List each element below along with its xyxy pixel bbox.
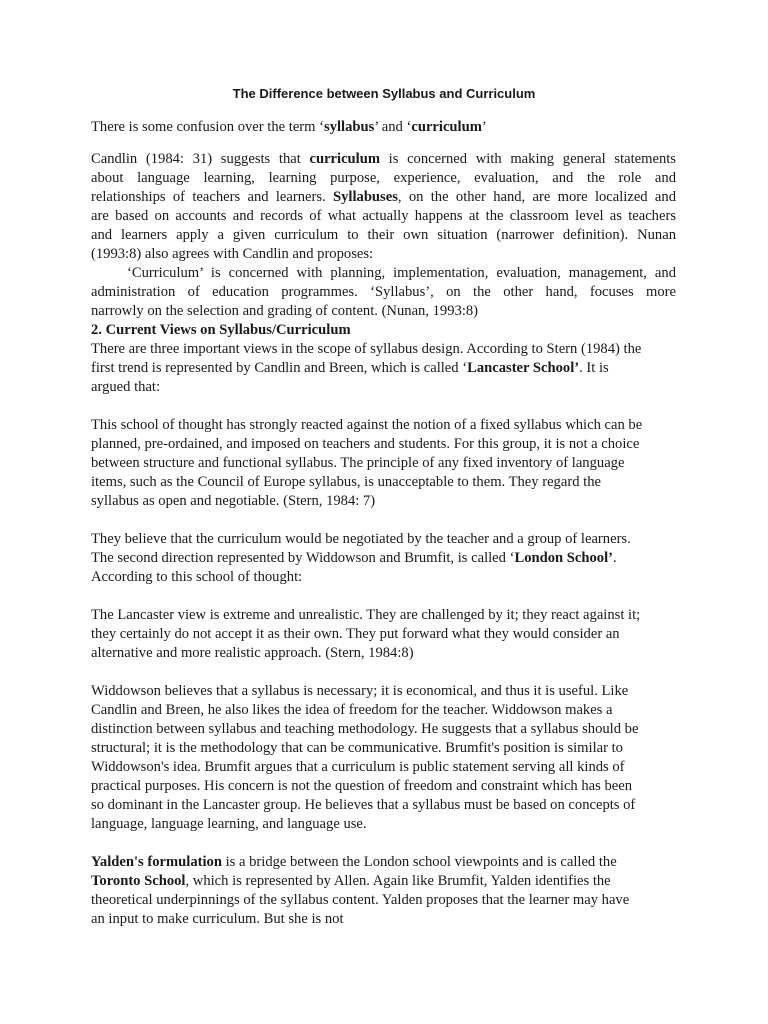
text-line: they certainly do not accept it as their own. They put forward what they would consider an — [91, 626, 620, 642]
toronto-school-term: Toronto School — [91, 873, 186, 889]
lancaster-school-term: Lancaster School’ — [467, 360, 580, 376]
text-line: (1993:8) also agrees with Candlin and proposes: — [91, 246, 374, 262]
text-line: Yalden's formulation is a bridge between the London school viewpoints and is called the — [91, 854, 617, 870]
text-line: syllabus as open and negotiable. (Stern, 1984: 7) — [91, 493, 376, 509]
text-line: distinction between syllabus and teaching methodology. He suggests that a syllabus should be — [91, 721, 639, 737]
text-line: items, such as the Council of Europe syllabus, is unacceptable to them. They regard the — [91, 474, 601, 490]
text-line: an input to make curriculum. But she is not — [91, 911, 344, 927]
text-line: There are three important views in the scope of syllabus design. According to Stern (1984) the — [91, 341, 642, 357]
text-line: They believe that the curriculum would be negotiated by the teacher and a group of learners. — [91, 531, 631, 547]
text-line: This school of thought has strongly reacted against the notion of a fixed syllabus which can be — [91, 417, 643, 433]
london-school-term: London School’ — [514, 550, 614, 566]
text-line: about language learning, learning purpose, experience, evaluation, and the role and — [91, 170, 676, 186]
text-line: and learners apply a given curriculum to their own situation (narrower definition). Nunan — [91, 227, 676, 243]
quote-line: administration of education programmes. ‘Syllabus’, on the other hand, focuses more — [91, 284, 676, 300]
candlin-paragraph — [91, 150, 676, 397]
term-syllabus: syllabus — [324, 119, 375, 135]
text-line: so dominant in the Lancaster group. He believes that a syllabus must be based on concepts of — [91, 797, 636, 813]
stern-quote-paragraph — [91, 416, 676, 511]
intro-paragraph — [91, 118, 676, 137]
text-line: The Lancaster view is extreme and unrealistic. They are challenged by it; they react against it; — [91, 607, 641, 623]
text-line: structural; it is the methodology that can be communicative. Brumfit's position is similar to — [91, 740, 623, 756]
text-line: According to this school of thought: — [91, 569, 303, 585]
lancaster-view-paragraph — [91, 606, 676, 663]
term-curriculum: curriculum — [411, 119, 482, 135]
text-line: alternative and more realistic approach. (Stern, 1984:8) — [91, 645, 414, 661]
text-line: relationships of teachers and learners. Syllabuses, on the other hand, are more localized and — [91, 189, 676, 205]
text-line: first trend is represented by Candlin and Breen, which is called ‘Lancaster School’. It is — [91, 360, 609, 376]
text-line: between structure and functional syllabus. The principle of any fixed inventory of language — [91, 455, 625, 471]
london-paragraph — [91, 530, 676, 587]
text-line: Candlin and Breen, he also likes the idea of freedom for the teacher. Widdowson makes a — [91, 702, 613, 718]
text-line: Toronto School, which is represented by Allen. Again like Brumfit, Yalden identifies the — [91, 873, 611, 889]
widdowson-paragraph — [91, 682, 676, 834]
text-line: Widdowson's idea. Brumfit argues that a curriculum is public statement serving all kinds of — [91, 759, 625, 775]
text-line: argued that: — [91, 379, 161, 395]
yalden-paragraph — [91, 853, 676, 929]
section-heading: 2. Current Views on Syllabus/Curriculum — [91, 322, 351, 338]
quote-line: ‘Curriculum’ is concerned with planning, implementation, evaluation, management, and — [127, 265, 676, 281]
text-line: planned, pre-ordained, and imposed on teachers and students. For this group, it is not a choice — [91, 436, 640, 452]
text-line: are based on accounts and records of what actually happens at the classroom level as teachers — [91, 208, 676, 224]
intro-line: There is some confusion over the term ‘syllabus’ and ‘curriculum’ — [91, 119, 487, 135]
text-line: language, language learning, and language use. — [91, 816, 367, 832]
text-line: Candlin (1984: 31) suggests that curriculum is concerned with making general statements — [91, 151, 676, 167]
text-line: The second direction represented by Widdowson and Brumfit, is called ‘London School’. — [91, 550, 617, 566]
yalden-formulation-term: Yalden's formulation — [91, 854, 222, 870]
text-line: theoretical underpinnings of the syllabus content. Yalden proposes that the learner may have — [91, 892, 630, 908]
text-line: Widdowson believes that a syllabus is necessary; it is economical, and thus it is useful. Like — [91, 683, 629, 699]
quote-line: narrowly on the selection and grading of content. (Nunan, 1993:8) — [91, 303, 479, 319]
text-line: practical purposes. His concern is not the question of freedom and constraint which has been — [91, 778, 633, 794]
document-title: The Difference between Syllabus and Curriculum — [232, 86, 536, 101]
